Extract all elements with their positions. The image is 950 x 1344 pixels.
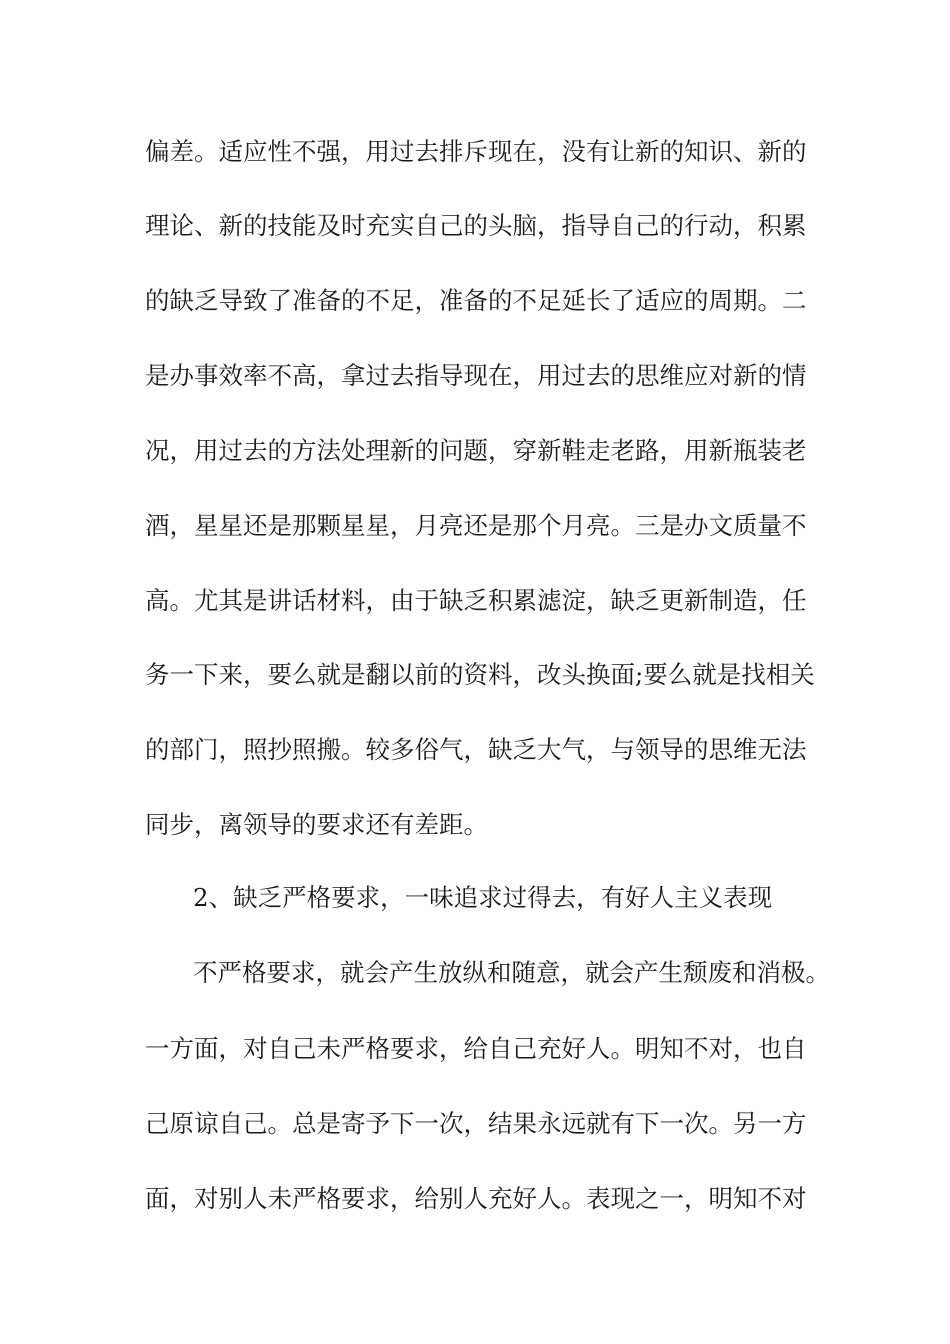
text-line: 的部门，照抄照搬。较多俗气，缺乏大气，与领导的思维无法 bbox=[145, 735, 807, 764]
text-line: 面，对别人未严格要求，给别人充好人。表现之一，明知不对 bbox=[145, 1184, 807, 1213]
text-line: 偏差。适应性不强，用过去排斥现在，没有让新的知识、新的 bbox=[145, 137, 807, 166]
text-line: 己原谅自己。总是寄予下一次，结果永远就有下一次。另一方 bbox=[145, 1109, 807, 1138]
text-line: 同步，离领导的要求还有差距。 bbox=[145, 810, 488, 839]
text-line: 况，用过去的方法处理新的问题，穿新鞋走老路，用新瓶装老 bbox=[145, 436, 807, 465]
text-line: 理论、新的技能及时充实自己的头脑，指导自己的行动，积累 bbox=[145, 211, 807, 240]
text-line: 一方面，对自己未严格要求，给自己充好人。明知不对，也自 bbox=[145, 1034, 807, 1063]
text-line: 高。尤其是讲话材料，由于缺乏积累滤淀，缺乏更新制造，任 bbox=[145, 586, 807, 615]
text-line: 务一下来，要么就是翻以前的资料，改头换面;要么就是找相关 bbox=[145, 660, 815, 689]
section-heading: 2、缺乏严格要求，一味追求过得去，有好人主义表现 bbox=[193, 883, 773, 912]
text-line: 的缺乏导致了准备的不足，准备的不足延长了适应的周期。二 bbox=[145, 286, 807, 315]
paragraph-first-line: 不严格要求，就会产生放纵和随意，就会产生颓废和消极。 bbox=[193, 958, 830, 987]
text-line: 酒，星星还是那颗星星，月亮还是那个月亮。三是办文质量不 bbox=[145, 511, 807, 540]
text-line: 是办事效率不高，拿过去指导现在，用过去的思维应对新的情 bbox=[145, 361, 807, 390]
